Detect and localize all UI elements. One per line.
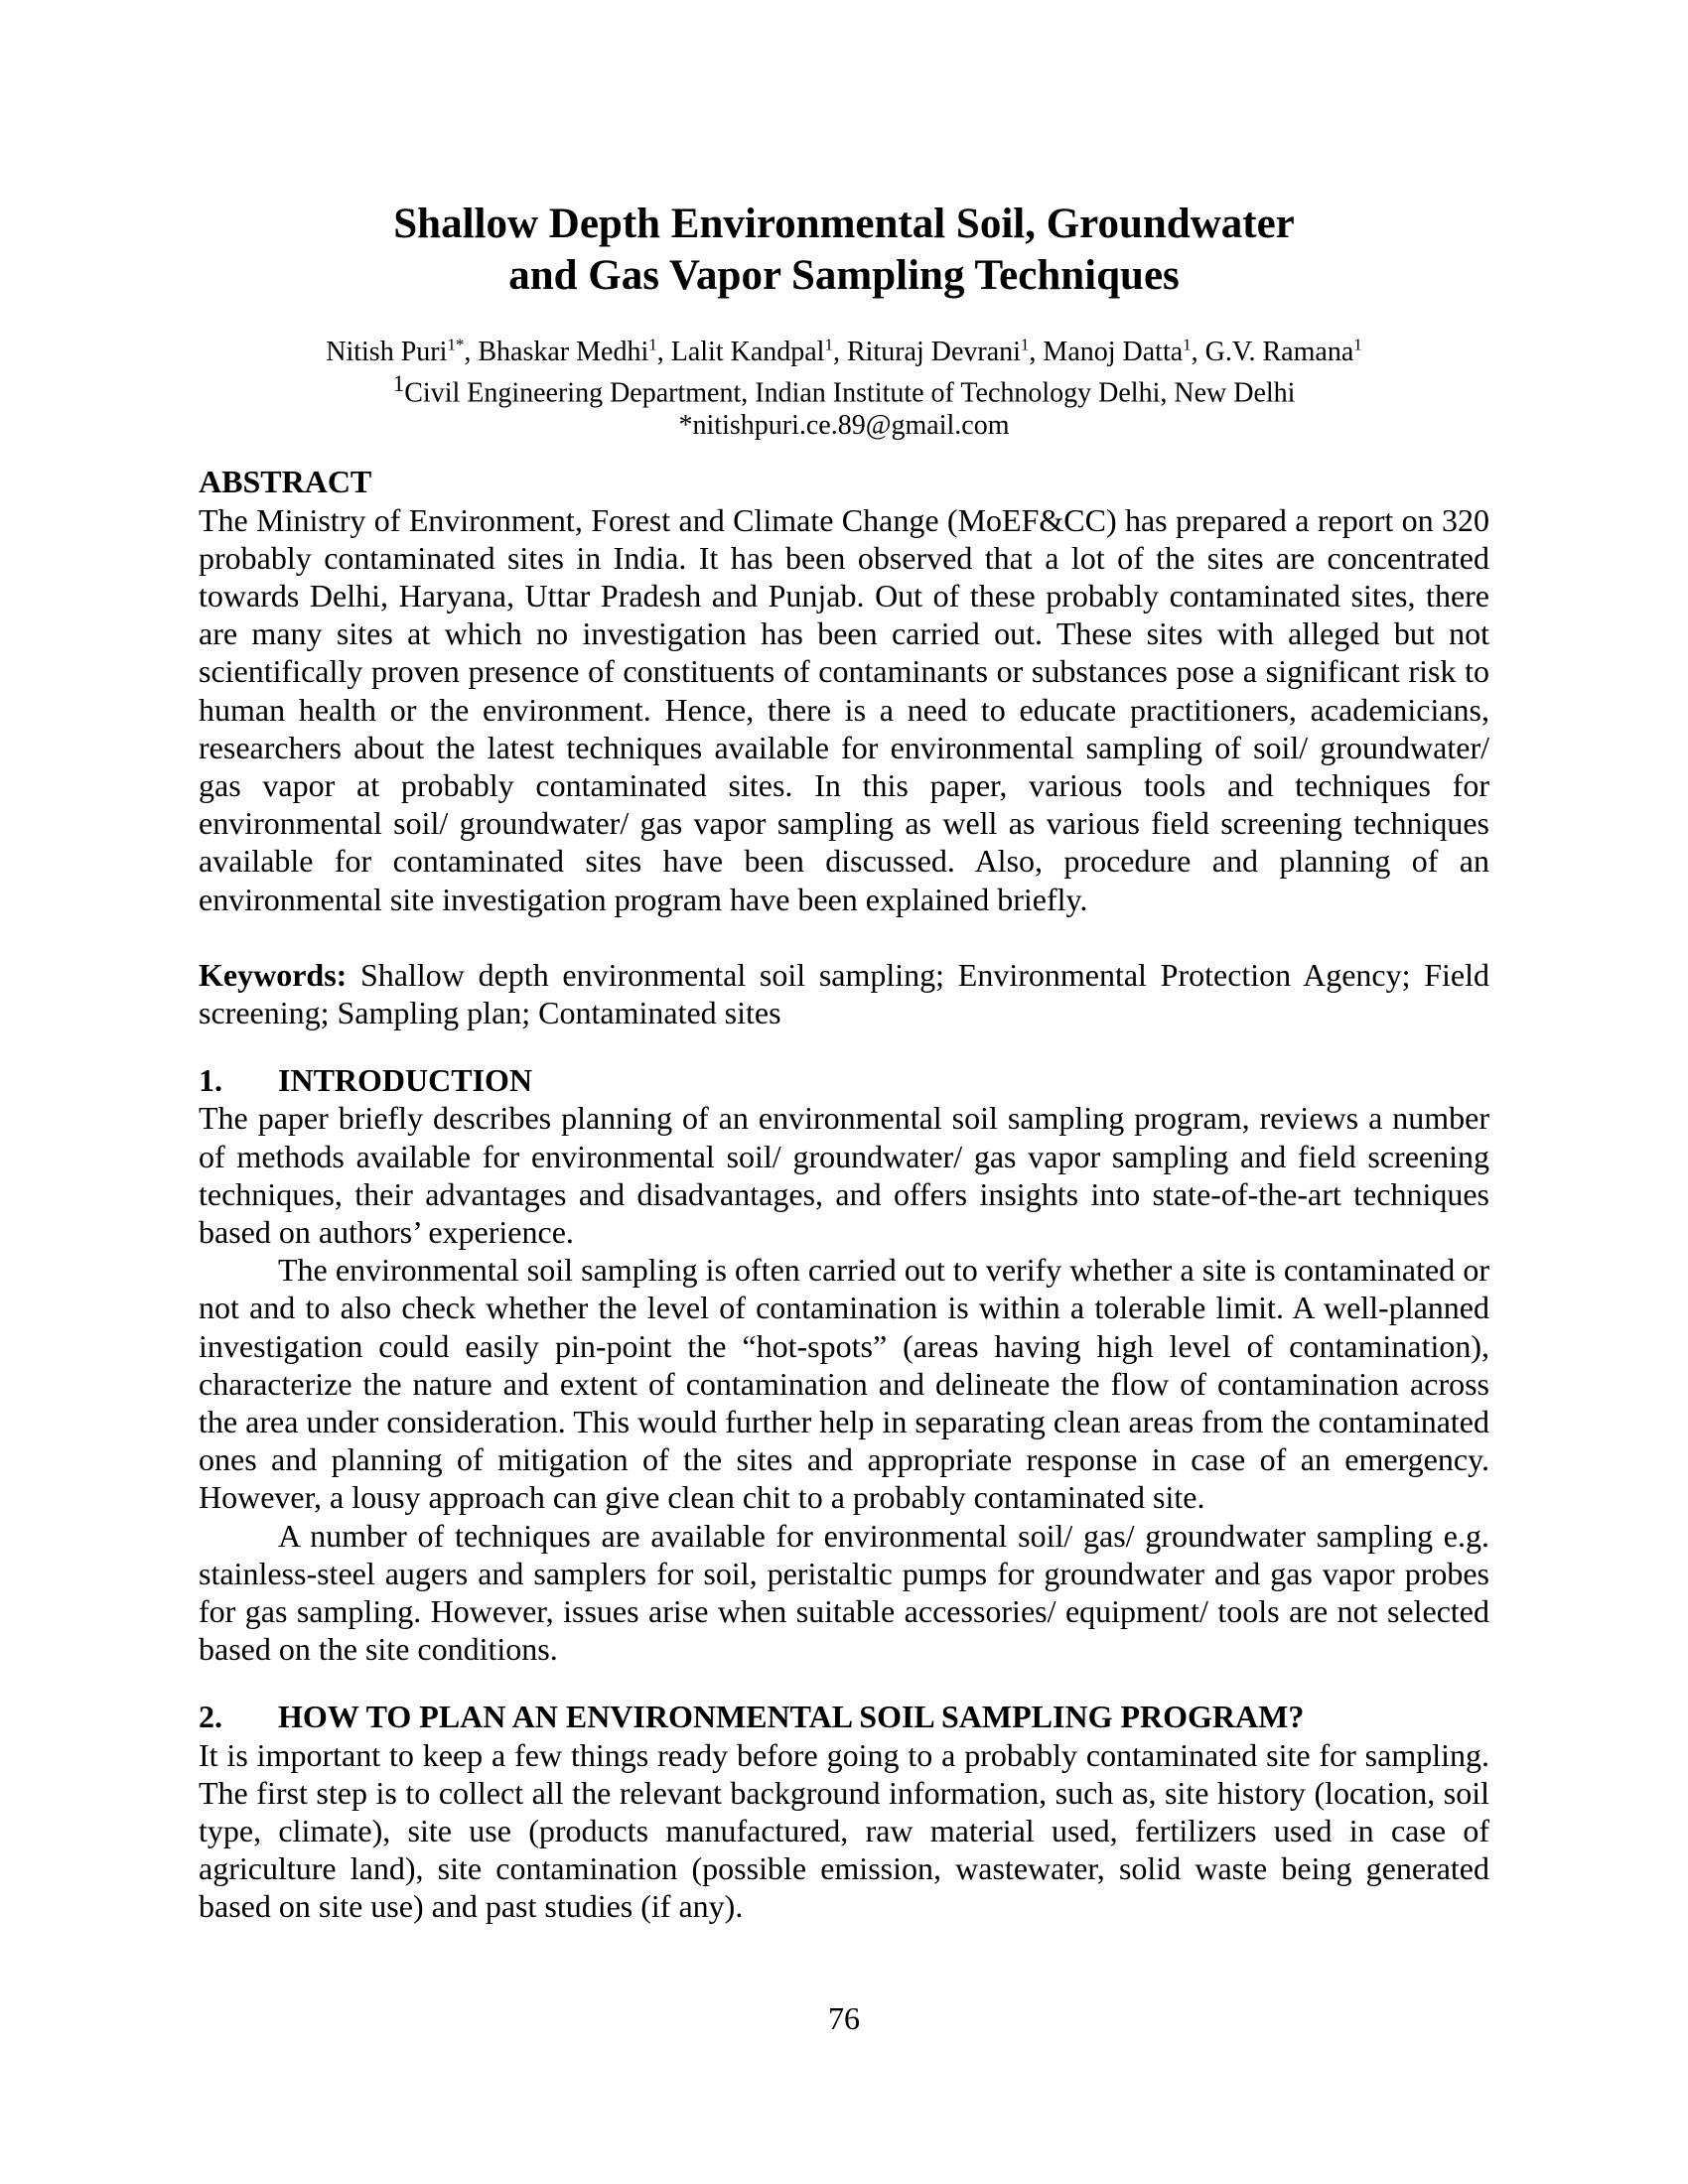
- author: Lalit Kandpal$^1$,: [670, 335, 847, 367]
- abstract-heading: ABSTRACT: [199, 464, 372, 500]
- author-list: [199, 336, 1489, 368]
- section-1-paragraph: The paper briefly describes planning of an environmental soil sampling program, reviews a number of methods available for environmental soil/ groundwater/ gas vapor sampling and field screening techniques, their advantages and disadvantages, and offers insights into state-of-the-art techniques based on authors’ experience.: [199, 1100, 1489, 1250]
- title-line-2: and Gas Vapor Sampling Techniques: [508, 252, 1180, 299]
- corresponding-email: *nitishpuri.ce.89@gmail.com: [678, 410, 1010, 442]
- paper-title: [199, 199, 1489, 302]
- section-1-paragraph: The environmental soil sampling is often carried out to verify whether a site is contaminated or not and to also check whether the level of contamination is within a tolerable limit. A well-planned investigation could easily pin-point the “hot-spots” (areas having high level of contamination), characterize the nature and extent of contamination and delineate the flow of contamination across the area under consideration. This would further help in separating clean areas from the contaminated ones and planning of mitigation of the sites and appropriate response in case of an emergency. However, a lousy approach can give clean chit to a probably contaminated site.: [199, 1252, 1489, 1516]
- keywords: [199, 956, 1489, 1031]
- paper-page: [199, 199, 1489, 1926]
- author: G.V. Ramana$^1$: [1204, 335, 1362, 367]
- section-1-paragraph: A number of techniques are available for environmental soil/ gas/ groundwater sampling e.g. stainless-steel augers and samplers for soil, peristaltic pumps for groundwater and gas vapor probes for gas sampling. However, issues arise when suitable accessories/ equipment/ tools are not selected based on the site conditions.: [199, 1517, 1489, 1668]
- section-1-heading: 1. INTRODUCTION: [199, 1062, 533, 1099]
- author: Rituraj Devrani$^1$,: [846, 335, 1044, 367]
- page-number: 76: [828, 2000, 860, 2036]
- abstract-text: The Ministry of Environment, Forest and Climate Change (MoEF&CC) has prepared a report on 320 probably contaminated sites in India. It has been observed that a lot of the sites are concentrated towards Delhi, Haryana, Uttar Pradesh and Punjab. Out of these probably contaminated sites, there are many sites at which no investigation has been carried out. These sites with alleged but not scientifically proven presence of constituents of contaminants or substances pose a significant risk to human health or the environment. Hence, there is a need to educate practitioners, academicians, researchers about the latest techniques available for environmental sampling of soil/ groundwater/ gas vapor at probably contaminated sites. In this paper, various tools and techniques for environmental soil/ groundwater/ gas vapor sampling as well as various field screening techniques available for contaminated sites have been discussed. Also, procedure and planning of an environmental site investigation program have been explained briefly.: [199, 501, 1489, 917]
- affiliation: $^1$Civil Engineering Department, Indian Institute of Technology Delhi, New Delhi: [392, 371, 1296, 409]
- author: Bhaskar Medhi$^1$,: [478, 335, 671, 367]
- title-line-1: Shallow Depth Environmental Soil, Groundwater: [393, 201, 1295, 247]
- keywords-label: Keywords:: [199, 956, 348, 993]
- section-2-heading: 2. HOW TO PLAN AN ENVIRONMENTAL SOIL SAMPLING PROGRAM?: [199, 1699, 1305, 1735]
- keywords-text: Shallow depth environmental soil sampling; Environmental Protection Agency; Field screening; Sampling plan; Contaminated sites: [199, 956, 1489, 1030]
- author: Nitish Puri$^{1*}$,: [326, 335, 479, 367]
- author: Manoj Datta$^1$,: [1043, 335, 1205, 367]
- section-2-paragraph: It is important to keep a few things ready before going to a probably contaminated site for sampling. The first step is to collect all the relevant background information, such as, site history (location, soil type, climate), site use (products manufactured, raw material used, fertilizers used in case of agriculture land), site contamination (possible emission, wastewater, solid waste being generated based on site use) and past studies (if any).: [199, 1736, 1489, 1925]
